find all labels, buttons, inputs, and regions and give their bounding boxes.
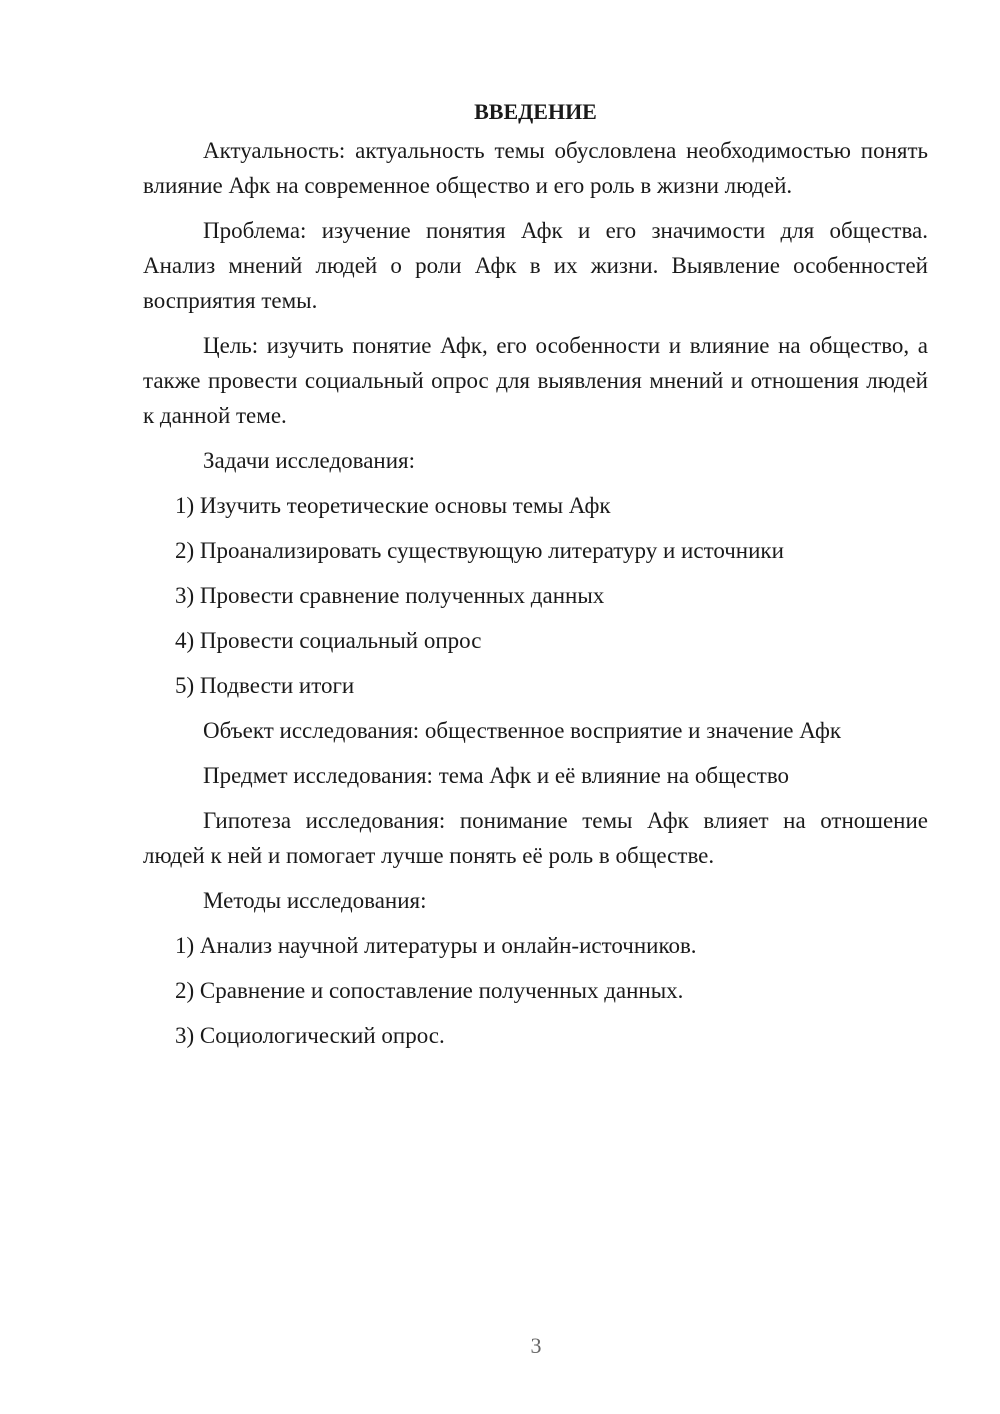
tasks-list bbox=[143, 488, 928, 703]
method-item: 3) Социологический опрос. bbox=[175, 1023, 445, 1048]
task-item: 3) Провести сравнение полученных данных bbox=[175, 583, 605, 608]
page-content bbox=[143, 96, 928, 1063]
object-paragraph: Объект исследования: общественное восприятие и значение Афк bbox=[203, 718, 842, 743]
method-item: 2) Сравнение и сопоставление полученных данных. bbox=[175, 978, 684, 1003]
goal-paragraph: Цель: изучить понятие Афк, его особенности и влияние на общество, а также провести социальный опрос для выявления мнений и отношения людей к данной теме. bbox=[143, 333, 928, 428]
task-item: 1) Изучить теоретические основы темы Афк bbox=[175, 493, 611, 518]
methods-heading: Методы исследования: bbox=[203, 888, 427, 913]
problem-paragraph: Проблема: изучение понятия Афк и его значимости для общества. Анализ мнений людей о роли Афк в их жизни. Выявление особенностей восприятия темы. bbox=[143, 218, 928, 313]
section-title: ВВЕДЕНИЕ bbox=[474, 99, 597, 124]
method-item: 1) Анализ научной литературы и онлайн-источников. bbox=[175, 933, 697, 958]
task-item: 2) Проанализировать существующую литературу и источники bbox=[175, 538, 784, 563]
relevance-paragraph: Актуальность: актуальность темы обусловлена необходимостью понять влияние Афк на современное общество и его роль в жизни людей. bbox=[143, 138, 928, 198]
subject-paragraph: Предмет исследования: тема Афк и её влияние на общество bbox=[203, 763, 790, 788]
methods-list bbox=[143, 928, 928, 1053]
page-number: 3 bbox=[530, 1333, 542, 1358]
hypothesis-paragraph: Гипотеза исследования: понимание темы Афк влияет на отношение людей к ней и помогает лучше понять её роль в обществе. bbox=[143, 808, 928, 868]
task-item: 5) Подвести итоги bbox=[175, 673, 355, 698]
task-item: 4) Провести социальный опрос bbox=[175, 628, 482, 653]
tasks-heading: Задачи исследования: bbox=[203, 448, 416, 473]
